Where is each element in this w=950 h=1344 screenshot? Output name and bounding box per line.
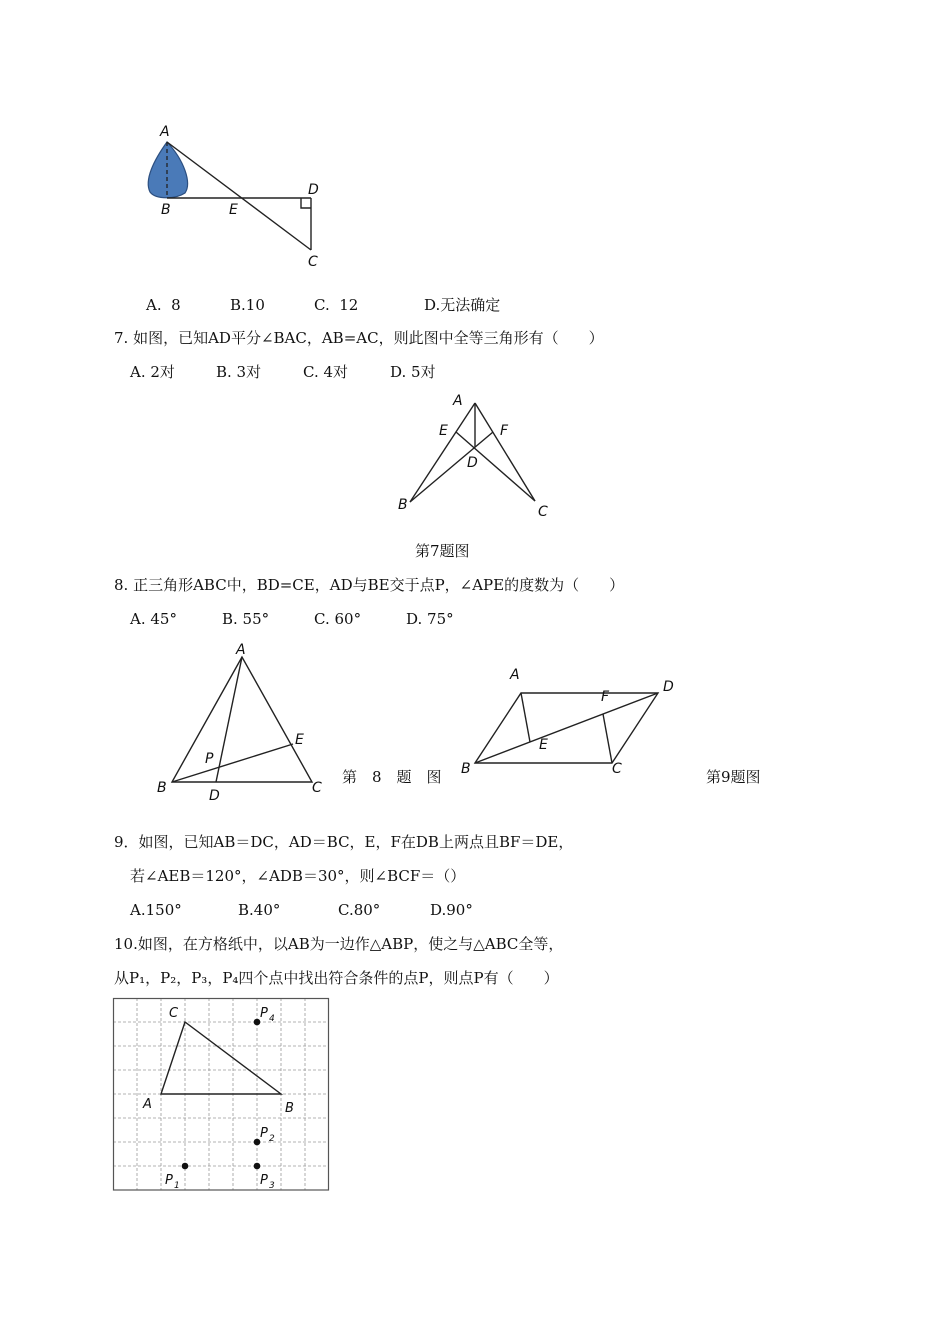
q6-option-b: B.10: [230, 296, 265, 314]
q9-label-A: A: [510, 667, 520, 683]
q7-label-A: A: [453, 393, 463, 409]
q10-label-B: B: [285, 1101, 294, 1116]
q6-figure: [140, 120, 360, 270]
q10-stem-line2: 从P₁，P₂，P₃，P₄四个点中找出符合条件的点P，则点P有（ ）: [114, 969, 559, 987]
q10-stem-line1: 10.如图，在方格纸中，以AB为一边作△ABP，使之与△ABC全等，: [114, 935, 564, 953]
q7-line-AB: [410, 403, 475, 502]
q7-line-BF: [410, 432, 493, 502]
q7-option-c: C. 4对: [303, 363, 349, 381]
q9-label-B: B: [461, 761, 471, 777]
q7-label-E: E: [439, 423, 448, 439]
q7-label-C: C: [538, 504, 548, 520]
q8-caption: 第 8 题 图: [342, 768, 442, 786]
q10-point-P1: [182, 1163, 189, 1170]
q9-label-D: D: [663, 679, 674, 695]
q10-label-A: A: [143, 1097, 152, 1112]
q9-option-d: D.90°: [430, 901, 473, 919]
q8-option-a: A. 45°: [130, 610, 177, 628]
q10-label-P4: P: [260, 1006, 268, 1021]
q6-label-C: C: [308, 254, 318, 270]
q9-option-b: B.40°: [238, 901, 281, 919]
q6-option-a: A. 8: [146, 296, 181, 314]
q10-label-P3-sub: 3: [269, 1181, 275, 1191]
q7-label-D: D: [467, 455, 478, 471]
q10-label-P3: P: [260, 1173, 268, 1188]
q9-label-C: C: [612, 761, 622, 777]
q7-stem: 7. 如图，已知AD平分∠BAC，AB=AC，则此图中全等三角形有（ ）: [114, 329, 604, 347]
q9-line-BD: [475, 693, 658, 763]
q8-option-b: B. 55°: [222, 610, 270, 628]
q8-label-P: P: [205, 751, 214, 767]
q7-option-d: D. 5对: [390, 363, 436, 381]
q7-label-B: B: [398, 497, 408, 513]
q6-blob-shape: [148, 142, 187, 198]
q6-label-A: A: [160, 124, 170, 140]
q6-option-d: D.无法确定: [424, 296, 501, 314]
q6-line-AC: [167, 142, 311, 250]
q9-stem-line2: 若∠AEB＝120°，∠ADB＝30°，则∠BCF＝（）: [130, 867, 466, 885]
q8-option-c: C. 60°: [314, 610, 362, 628]
q8-label-C: C: [312, 780, 322, 796]
q7-figure: [390, 385, 560, 525]
q7-caption: 第7题图: [415, 542, 470, 560]
q8-line-AD: [216, 657, 242, 782]
q9-caption: 第9题图: [706, 768, 761, 786]
q8-figure: [150, 640, 350, 810]
q10-label-P2: P: [260, 1126, 268, 1141]
q7-line-AC: [475, 403, 535, 501]
q10-label-P1: P: [165, 1173, 173, 1188]
q6-right-angle-mark: [301, 198, 311, 208]
q9-option-a: A.150°: [130, 901, 182, 919]
q8-triangle-ABC: [172, 657, 312, 782]
q10-point-P3: [254, 1163, 261, 1170]
q10-label-P4-sub: 4: [269, 1014, 275, 1024]
q8-label-A: A: [236, 642, 246, 658]
q6-label-D: D: [308, 182, 319, 198]
q8-option-d: D. 75°: [406, 610, 454, 628]
q6-label-E: E: [229, 202, 238, 218]
q9-line-CF: [603, 714, 612, 763]
q6-label-B: B: [161, 202, 171, 218]
q9-figure: [455, 665, 695, 785]
q8-label-E: E: [295, 732, 304, 748]
q9-label-E: E: [539, 737, 548, 753]
q7-option-b: B. 3对: [216, 363, 262, 381]
q10-label-P1-sub: 1: [174, 1181, 180, 1191]
q9-label-F: F: [601, 689, 610, 705]
q9-stem-line1: 9．如图，已知AB＝DC，AD＝BC，E，F在DB上两点且BF＝DE，: [114, 833, 574, 851]
q10-grid-figure: [113, 998, 333, 1194]
q6-option-c: C. 12: [314, 296, 359, 314]
q9-line-AE: [521, 693, 530, 742]
q8-label-D: D: [209, 788, 220, 804]
q7-option-a: A. 2对: [130, 363, 175, 381]
q8-label-B: B: [157, 780, 167, 796]
q7-label-F: F: [500, 423, 509, 439]
q10-label-P2-sub: 2: [269, 1134, 275, 1144]
q10-label-C: C: [169, 1006, 179, 1021]
q9-option-c: C.80°: [338, 901, 381, 919]
q10-triangle-ABC: [161, 1022, 281, 1094]
q8-stem: 8. 正三角形ABC中，BD=CE，AD与BE交于点P，∠APE的度数为（ ）: [114, 576, 625, 594]
